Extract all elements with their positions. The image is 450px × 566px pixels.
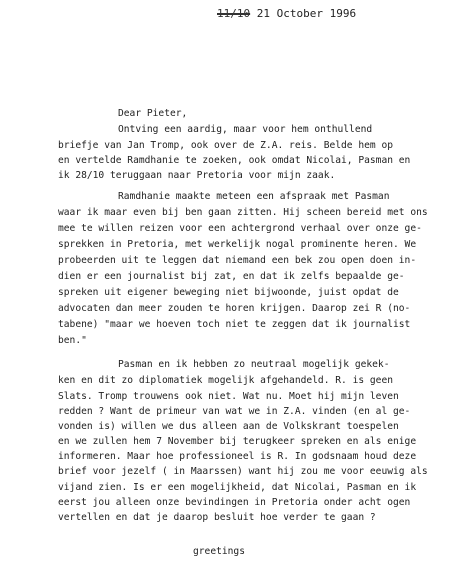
salutation: Dear Pieter, xyxy=(118,108,188,119)
struck-date: 11/10 xyxy=(217,7,251,20)
text-line: eerst jou alleen onze bevindingen in Pretoria onder acht ogen xyxy=(58,497,411,508)
date-text: 21 October 1996 xyxy=(256,7,357,20)
text-line: Ontving een aardig, maar voor hem onthullend xyxy=(118,124,373,135)
text-line: Slats. Tromp trouwens ook niet. Wat nu. Moet hij mijn leven xyxy=(58,391,399,402)
text-line: ben." xyxy=(58,335,87,346)
closing: greetings xyxy=(193,546,245,557)
text-line: spreken uit eigener beweging niet bijwoonde, juist opdat de xyxy=(58,287,399,298)
text-line: mee te willen reizen voor een achtergrond verhaal over onze ge- xyxy=(58,223,422,234)
text-line: ik 28/10 teruggaan naar Pretoria voor mijn zaak. xyxy=(58,170,336,181)
letter-date xyxy=(217,7,356,20)
text-line: ken en dit zo diplomatiek mogelijk afgehandeld. R. is geen xyxy=(58,375,394,386)
text-line: vonden is) willen we dus alleen aan de Volkskrant toespelen xyxy=(58,421,399,432)
text-line: dien er een journalist bij zat, en dat ik zelfs bepaalde ge- xyxy=(58,271,405,282)
text-line: sprekken in Pretoria, met werkelijk nogal prominente heren. We xyxy=(58,239,417,250)
text-line: tabene) "maar we hoeven toch niet te zeggen dat ik journalist xyxy=(58,319,411,330)
text-line: advocaten dan meer zouden te horen krijgen. Daarop zei R (no- xyxy=(58,303,411,314)
text-line: Pasman en ik hebben zo neutraal mogelijk gekek- xyxy=(118,359,390,370)
text-line: briefje van Jan Tromp, ook over de Z.A. reis. Belde hem op xyxy=(58,140,394,151)
text-line: vertellen en dat je daarop besluit hoe verder te gaan ? xyxy=(58,512,376,523)
text-line: en we zullen hem 7 November bij terugkeer spreken en als enige xyxy=(58,436,417,447)
text-line: probeerden uit te leggen dat niemand een bek zou open doen in- xyxy=(58,255,417,266)
text-line: brief voor jezelf ( in Maarssen) want hij zou me voor eeuwig als xyxy=(58,466,428,477)
text-line: Ramdhanie maakte meteen een afspraak met Pasman xyxy=(118,191,390,202)
text-line: informeren. Maar hoe professioneel is R. In godsnaam houd deze xyxy=(58,451,417,462)
text-line: redden ? Want de primeur van wat we in Z.A. vinden (en al ge- xyxy=(58,406,411,417)
text-line: waar ik maar even bij ben gaan zitten. Hij scheen bereid met ons xyxy=(58,207,428,218)
text-line: vijand zien. Is er een mogelijkheid, dat Nicolai, Pasman en ik xyxy=(58,482,417,493)
text-line: en vertelde Ramdhanie te zoeken, ook omdat Nicolai, Pasman en xyxy=(58,155,411,166)
